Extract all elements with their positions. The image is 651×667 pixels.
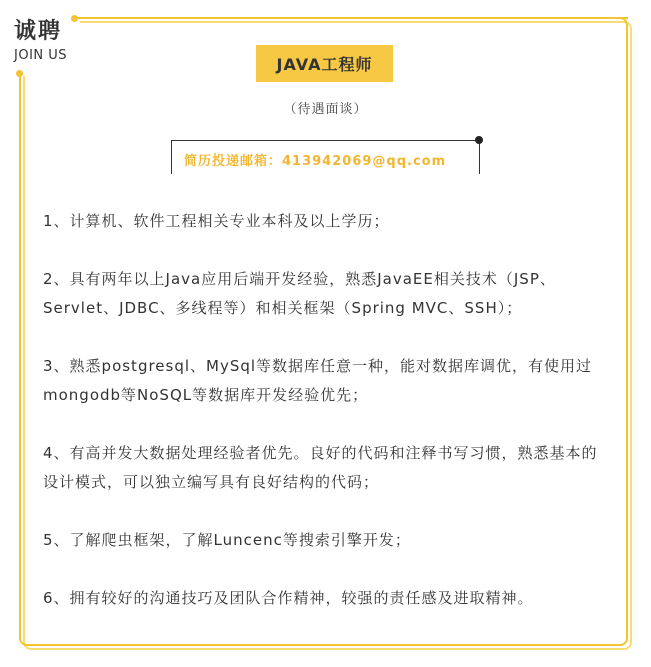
- email-label: 简历投递邮箱：413942069@qq.com: [184, 154, 447, 169]
- salary-note: （待遇面谈）: [283, 102, 368, 117]
- requirement-item: 1、计算机、软件工程相关专业本科及以上学历；: [43, 212, 390, 230]
- requirement-item: 2、具有两年以上Java应用后端开发经验，熟悉JavaEE相关技术（JSP、Servlet、JDBC、多线程等）和相关框架（Spring MVC、SSH）；: [43, 270, 556, 317]
- email-box: [171, 140, 480, 174]
- frame-left-line: [19, 73, 21, 633]
- email-box-dot: [475, 136, 483, 144]
- frame-top-line: [74, 17, 628, 19]
- job-title-badge: JAVA工程师: [256, 45, 393, 82]
- requirement-item: 6、拥有较好的沟通技巧及团队合作精神，较强的责任感及进取精神。: [43, 589, 534, 607]
- page-subtitle: JOIN US: [14, 48, 68, 63]
- requirement-item: 5、了解爬虫框架，了解Luncenc等搜索引擎开发；: [43, 531, 411, 549]
- requirements-list: [43, 207, 609, 642]
- page-title: 诚聘: [14, 19, 63, 44]
- requirement-item: 3、熟悉postgresql、MySql等数据库任意一种，能对数据库调优，有使用过mongodb等NoSQL等数据库开发经验优先；: [43, 357, 593, 404]
- requirement-item: 4、有高并发大数据处理经验者优先。良好的代码和注释书写习惯，熟悉基本的设计模式，可以独立编写具有良好结构的代码；: [43, 444, 598, 491]
